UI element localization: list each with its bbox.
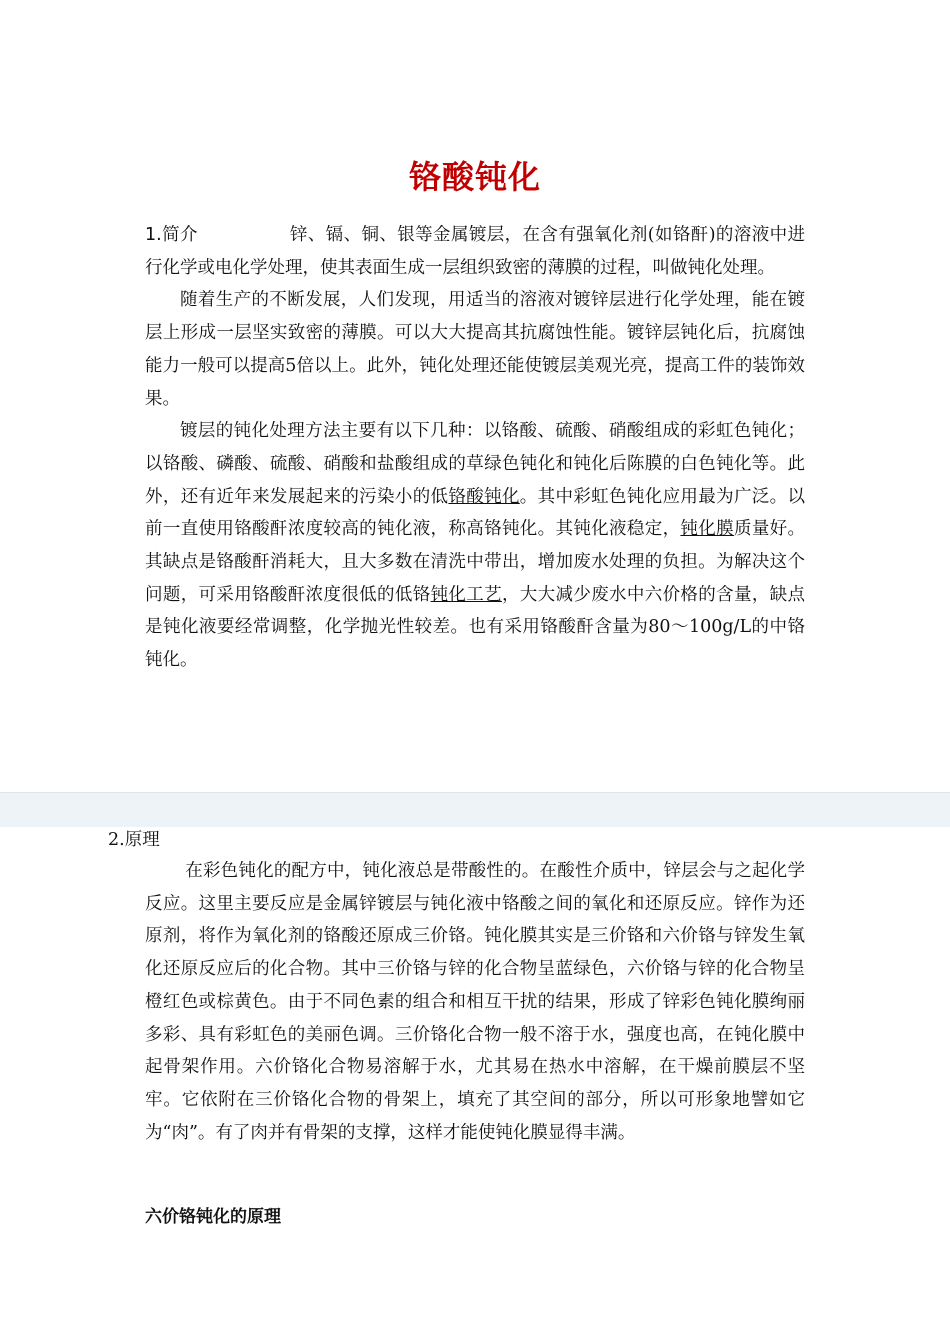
link-passivation-process[interactable]: 钝化工艺 — [430, 584, 502, 605]
intro-paragraph-2: 随着生产的不断发展，人们发现，用适当的溶液对镀锌层进行化学处理，能在镀层上形成一层坚实致密的薄膜。可以大大提高其抗腐蚀性能。镀锌层钝化后，抗腐蚀能力一般可以提高5倍以上。此外，钝化处理还能使镀层美观光亮，提高工件的装饰效果。 — [145, 290, 805, 409]
intro-paragraph-3-text-1: 镀层的钝化处理方法主要有以下几种：以铬酸、硫酸、硝酸组成的彩虹色钝化；以铬酸、磷酸、硫酸、硝酸和盐酸组成的草绿色钝化和钝化后陈膜的白色钝化等。此外，还有近年来发展起来的污染小的低 — [145, 421, 805, 507]
intro-paragraph-3 — [145, 415, 805, 677]
subheading-hexavalent-principle: 六价铬钝化的原理 — [145, 1207, 281, 1227]
section-label-intro: 1.简介 — [145, 225, 198, 245]
link-chromate-passivation[interactable]: 铬酸钝化 — [448, 486, 520, 507]
intro-paragraph-3-text-3: 质量好。其缺点是铬酸酐消耗大，且大多数在清洗中带出，增加废水处理的负担。为解决这个问题，可采用铬酸酐浓度很低的低铬 — [145, 519, 806, 605]
section-intro — [145, 219, 805, 677]
section-principle — [145, 855, 805, 1149]
page-title: 铬酸钝化 — [408, 158, 541, 196]
principle-paragraph: 在彩色钝化的配方中，钝化液总是带酸性的。在酸性介质中，锌层会与之起化学反应。这里主要反应是金属锌镀层与钝化液中铬酸之间的氧化和还原反应。锌作为还原剂，将作为氧化剂的铬酸还原成三价铬。钝化膜其实是三价铬和六价铬与锌发生氧化还原反应后的化合物。其中三价铬与锌的化合物呈蓝绿色，六价铬与锌的化合物呈橙红色或棕黄色。由于不同色素的组合和相互干扰的结果，形成了锌彩色钝化膜绚丽多彩、具有彩虹色的美丽色调。三价铬化合物一般不溶于水，强度也高，在钝化膜中起骨架作用。六价铬化合物易溶解于水，尤其易在热水中溶解，在干燥前膜层不坚牢。它依附在三价铬化合物的骨架上，填充了其空间的部分，所以可形象地譬如它为“肉”。有了肉并有骨架的支撑，这样才能使钝化膜显得丰满。 — [145, 861, 805, 1143]
intro-paragraph-1-text: 锌、镉、铜、银等金属镀层，在含有强氧化剂(如铬酐)的溶液中进行化学或电化学处理，使其表面生成一层组织致密的薄膜的过程，叫做钝化处理。 — [145, 225, 805, 278]
intro-paragraph-3-text-2: 。其中彩虹色钝化应用最为广泛。以前一直使用铬酸酐浓度较高的钝化液，称高铬钝化。其钝化液稳定， — [145, 486, 806, 540]
intro-paragraph-1 — [145, 219, 805, 284]
intro-paragraph-3-text-4: ，大大减少废水中六价格的含量，缺点是钝化液要经常调整，化学抛光性较差。也有采用铬酸酐含量为80～100g/L的中铬钝化。 — [145, 584, 806, 671]
link-passivation-film[interactable]: 钝化膜 — [680, 519, 734, 540]
section-label-principle: 2.原理 — [108, 830, 160, 850]
page-separator-band — [0, 792, 950, 827]
